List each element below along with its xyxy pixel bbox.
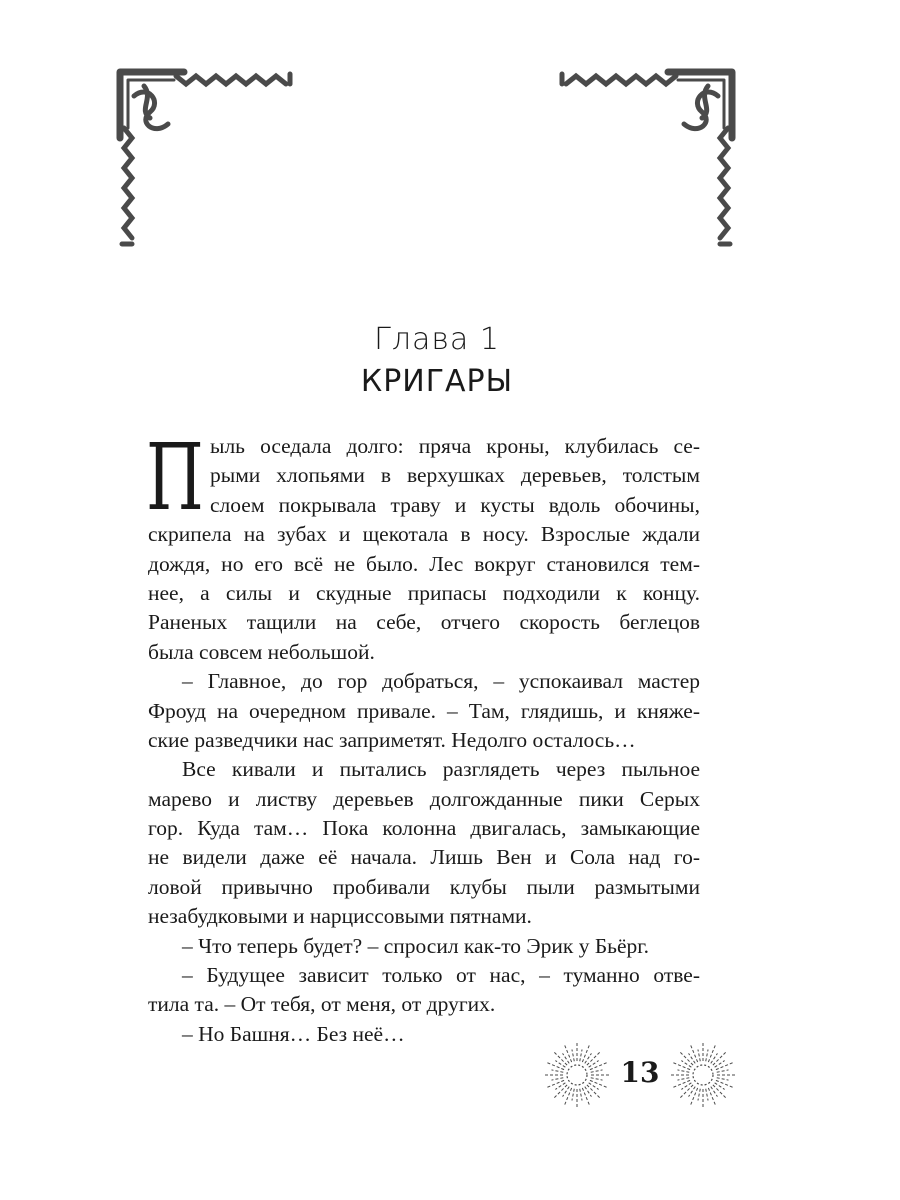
text-line: – Но Башня… Без неё…	[182, 1021, 405, 1046]
text-line: незабудковыми и нарциссовыми пятнами.	[148, 904, 532, 929]
text-line: рыми хлопьями в верхушках деревьев, толстым	[210, 463, 700, 488]
text-line: дождя, но его всё не было. Лес вокруг становился тем-	[148, 551, 700, 576]
sunburst-icon	[666, 1038, 740, 1112]
text-line: Раненых тащили на себе, отчего скорость беглецов	[148, 610, 700, 635]
text-line: нее, а силы и скудные припасы подходили к концу.	[148, 580, 700, 605]
text-line: гор. Куда там… Пока колонна двигалась, замыкающие	[148, 816, 700, 841]
sunburst-icon	[540, 1038, 614, 1112]
drop-cap: П	[146, 424, 204, 531]
text-line: ские разведчики нас заприметят. Недолго осталось…	[148, 727, 636, 752]
text-line: Все кивали и пытались разглядеть через пыльное	[182, 757, 700, 782]
celtic-knot-corner-icon	[548, 66, 738, 256]
text-line: – Будущее зависит только от нас, – туманно отве-	[182, 963, 700, 988]
text-line: была совсем небольшой.	[148, 639, 375, 664]
text-line: тила та. – От тебя, от меня, от других.	[148, 992, 496, 1017]
text-line: – Что теперь будет? – спросил как-то Эрик у Бьёрг.	[182, 933, 650, 958]
folio	[540, 1038, 740, 1112]
text-line: скрипела на зубах и щекотала в носу. Взрослые ждали	[148, 522, 700, 547]
text-line: слоем покрывала траву и кусты вдоль обочины,	[210, 492, 700, 517]
text-line: марево и листву деревьев долгожданные пики Серых	[148, 786, 700, 811]
text-line: Фроуд на очередном привале. – Там, глядишь, и княже-	[148, 698, 700, 723]
page-number: 13	[620, 1056, 660, 1089]
text-line: – Главное, до гор добраться, – успокаивал мастер	[182, 669, 700, 694]
chapter-number: Глава 1	[374, 322, 500, 357]
text-line: не видели даже её начала. Лишь Вен и Сола над го-	[148, 845, 700, 870]
celtic-knot-corner-icon	[114, 66, 304, 256]
text-line: ловой привычно пробивали клубы пыли размытыми	[148, 874, 700, 899]
body-text	[146, 424, 700, 1049]
text-line: ыль оседала долго: пряча кроны, клубилась се-	[210, 434, 700, 458]
chapter-title: КРИГАРЫ	[360, 364, 514, 399]
